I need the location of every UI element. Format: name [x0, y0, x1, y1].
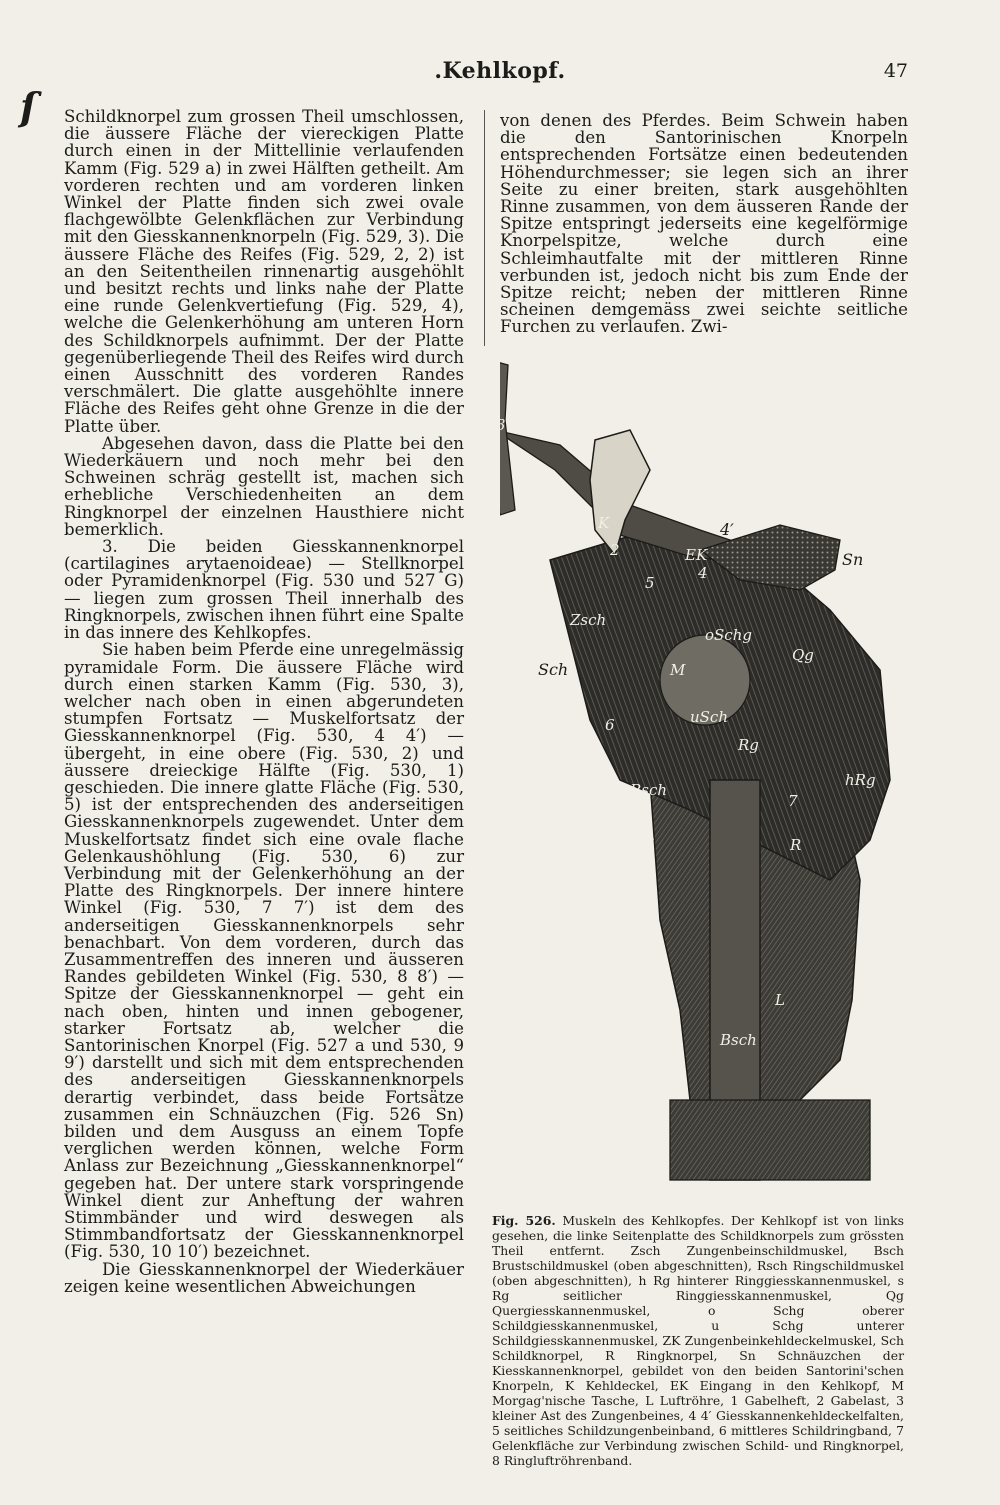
- label-7: 7: [788, 792, 798, 810]
- label-oschg: oSchg: [705, 626, 752, 644]
- label-zk: ZK: [535, 506, 557, 524]
- label-r: R: [790, 836, 802, 854]
- label-usch: uSch: [690, 708, 728, 726]
- label-3: [500, 416, 506, 434]
- label-5: 5: [645, 574, 655, 592]
- paragraph: Abgesehen davon, dass die Platte bei den Wiederkäuern und noch mehr bei den Schweinen schräg gestellt ist, machen sich erhebliche Verschiedenheiten an dem Ringknorpel der einzelnen Hausthiere nicht bemerklich.: [64, 433, 464, 539]
- label-2: 2: [610, 541, 620, 559]
- label-6: 6: [605, 716, 615, 734]
- label-bsch: Bsch: [720, 1031, 757, 1049]
- label-zsch: Zsch: [570, 611, 607, 629]
- label-rg: Rg: [738, 736, 759, 754]
- right-text-column: [500, 112, 908, 336]
- figure-caption: [492, 1213, 904, 1468]
- label-ek: EK: [685, 546, 708, 564]
- paragraph: von denen des Pferdes. Beim Schwein haben die den Santorinischen Knorpeln entsprechenden Fortsätze einen bedeutenden Höhendurchmesser; sie legen sich an ihrer Seite zu einer breiten, stark ausgehöhlten Rinne zusammen, von dem äusseren Rande der Spitze entspringt jederseits eine kegelförmige Knorpelspitze, welche durch eine Schleimhautfalte mit der mittleren Rinne verbunden ist, jedoch nicht bis zum Ende der Spitze reicht; neben der mittleren Rinne scheinen demgemäss zwei seichte seitliche Furchen zu verlaufen. Zwi-: [500, 111, 908, 337]
- page-number: 47: [883, 60, 908, 82]
- left-text-column: [64, 108, 464, 1295]
- paragraph: Die Giesskannenknorpel der Wiederkäuer zeigen keine wesentlichen Abweichungen: [64, 1259, 464, 1296]
- label-rsch: Rsch: [630, 781, 668, 799]
- larynx-illustration: [500, 360, 900, 1210]
- label-hrg: hRg: [845, 771, 876, 789]
- label-k: K: [598, 514, 610, 532]
- label-l: L: [775, 991, 785, 1009]
- margin-mark: ſ: [20, 84, 37, 129]
- label-sn: Sn: [842, 550, 864, 569]
- paragraph: 3. Die beiden Giesskannenknorpel (cartilagines arytaenoideae) — Stellknorpel oder Pyramidenknorpel (Fig. 530 und 527 G) — liegen zum grossen Theil innerhalb des Ringknorpels, zwischen ihnen führt eine Spalte in das innere des Kehlkopfes.: [64, 537, 464, 643]
- caption-label: Fig. 526.: [492, 1213, 556, 1228]
- running-header-title: .Kehlkopf.: [434, 58, 566, 84]
- label-4: 4: [698, 564, 708, 582]
- larynx-muscles-figure: [500, 360, 900, 1210]
- caption-text: Muskeln des Kehlkopfes. Der Kehlkopf ist von links gesehen, die linke Seitenplatte des Schildknorpels zum grössten Theil entfernt. Zsch Zungenbeinschildmuskel, Bsch Brustschildmuskel (oben abgeschnitten), Rsch Ringschildmuskel (oben abgeschnitten), h Rg hinterer Ringgiesskannenmuskel, s Rg seitlicher Ringgiesskannenmuskel, Qg Quergiesskannenmuskel, o Schg oberer Schildgiesskannenmuskel, u Schg unterer Schildgiesskannenmuskel, ZK Zungenbeinkehldeckelmuskel, Sch Schildknorpel, R Ringknorpel, Sn Schnäuzchen der Kiesskannenknorpel, gebildet von den beiden Santorini'schen Knorpeln, K Kehldeckel, EK Eingang in den Kehlkopf, M Morgag'nische Tasche, L Luftröhre, 1 Gabelheft, 2 Gabelast, 3 kleiner Ast des Zungenbeines, 4 4′ Giesskannenkehldeckelfalten, 5 seitliches Schildzungenbeinband, 6 mittleres Schildringband, 7 Gelenkfläche zur Verbindung zwischen Schild- und Ringknorpel, 8 Ringluftröhrenband.: [492, 1213, 904, 1468]
- trachea-lower-shape: [670, 1100, 870, 1180]
- label-4-prime: 4′: [720, 520, 734, 539]
- label-8: 8: [645, 834, 655, 852]
- label-qg: Qg: [792, 646, 814, 664]
- paragraph: Sie haben beim Pferde eine unregelmässig pyramidale Form. Die äussere Fläche wird durch einen starken Kamm (Fig. 530, 3), welcher nach oben in einen abgerundeten stumpfen Fortsatz — Muskelfortsatz der Giesskannenknorpel (Fig. 530, 4 4′) — übergeht, in eine obere (Fig. 530, 2) und äussere dreieckige Hälfte (Fig. 530, 1) geschieden. Die innere glatte Fläche (Fig. 530, 5) ist der entsprechenden des anderseitigen Giesskannenknorpels zugewendet. Unter dem Muskelfortsatz findet sich eine ovale flache Gelenkaushöhlung (Fig. 530, 6) zur Verbindung mit der Gelenkerhöhung an der Platte des Ringknorpels. Der innere hintere Winkel (Fig. 530, 7 7′) ist dem des anderseitigen Giesskannenknorpels sehr benachbart. Von dem vorderen, durch das Zusammentreffen des inneren und äusseren Randes gebildeten Winkel (Fig. 530, 8 8′) — Spitze der Giesskannenknorpel — geht ein nach oben, hinten und innen gebogener, starker Fortsatz ab, welcher die Santorinischen Knorpel (Fig. 527 a und 530, 9 9′) darstellt und sich mit dem entsprechenden des anderseitigen Giesskannenknorpels derartig verbindet, dass beide Fortsätze zusammen ein Schnäuzchen (Fig. 526 Sn) bilden und dem Ausguss an einem Topfe verglichen werden können, welche Form Anlass zur Bezeichnung „Giesskannenknorpel“ gegeben hat. Der untere stark vorspringende Winkel dient zur Anheftung der wahren Stimmbänder und wird deswegen als Stimmbandfortsatz der Giesskannenknorpel (Fig. 530, 10 10′) bezeichnet.: [64, 640, 464, 1262]
- label-m: M: [670, 661, 686, 679]
- label-sch: Sch: [538, 660, 569, 679]
- paragraph: Schildknorpel zum grossen Theil umschlossen, die äussere Fläche der viereckigen Platte durch einen in der Mittellinie verlaufenden Kamm (Fig. 529 a) in zwei Hälften getheilt. Am vorderen rechten und am vorderen linken Winkel der Platte finden sich zwei ovale flachgewölbte Gelenkflächen zur Verbindung mit den Giesskannenknorpeln (Fig. 529, 3). Die äussere Fläche des Reifes (Fig. 529, 2, 2) ist an den Seitentheilen rinnenartig ausgehöhlt und besitzt rechts und links nahe der Platte eine runde Gelenkvertiefung (Fig. 529, 4), welche die Gelenkerhöhung am unteren Horn des Schildknorpels aufnimmt. Der der Platte gegenüberliegende Theil des Reifes wird durch einen Ausschnitt des vorderen Randes verschmälert. Die glatte ausgehöhlte innere Fläche des Reifes geht ohne Grenze in die der Platte über.: [64, 107, 464, 436]
- column-divider: [484, 110, 485, 346]
